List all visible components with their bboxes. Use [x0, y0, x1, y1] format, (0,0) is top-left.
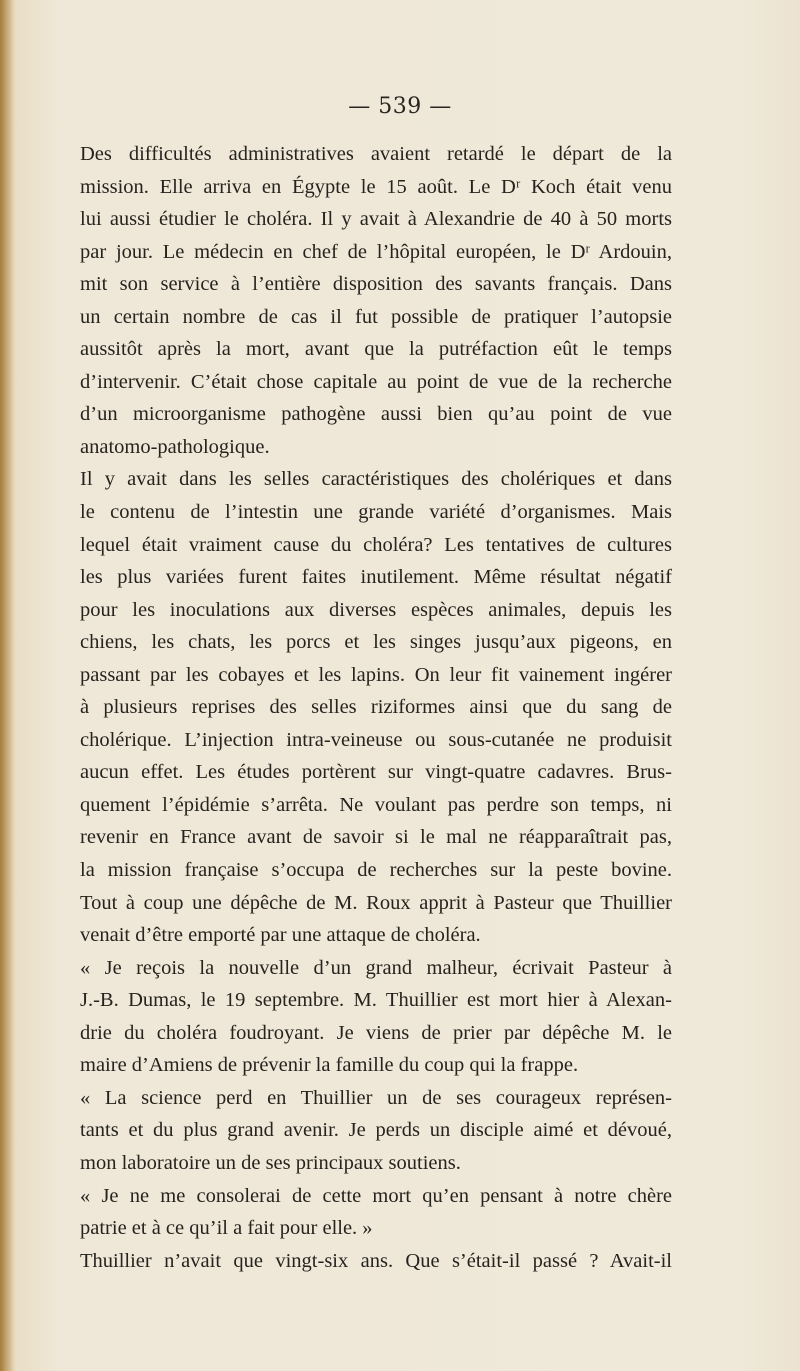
text-line: pour les inoculations aux diverses espèces animales, depuis les — [80, 598, 672, 621]
text-line: quement l’épidémie s’arrêta. Ne voulant pas perdre son temps, ni — [80, 793, 672, 816]
text-line: d’intervenir. C’était chose capitale au point de vue de la recherche — [80, 370, 672, 393]
text-line: anatomo-pathologique. — [80, 435, 270, 458]
text-line: par jour. Le médecin en chef de l’hôpital européen, le Dʳ Ardouin, — [80, 240, 672, 263]
text-line: mit son service à l’entière disposition des savants français. Dans — [80, 273, 672, 296]
text-line: lequel était vraiment cause du choléra? Les tentatives de cultures — [80, 533, 672, 556]
binding-shadow — [0, 0, 14, 1371]
text-line: un certain nombre de cas il fut possible de pratiquer l’autopsie — [80, 305, 672, 328]
text-line: « Je reçois la nouvelle d’un grand malheur, écrivait Pasteur à — [80, 956, 672, 979]
text-line: venait d’être emporté par une attaque de choléra. — [80, 924, 481, 947]
text-line: « La science perd en Thuillier un de ses courageux représen- — [80, 1086, 672, 1109]
text-line: « Je ne me consolerai de cette mort qu’en pensant à notre chère — [80, 1184, 672, 1207]
text-line: cholérique. L’injection intra-veineuse ou sous-cutanée ne produisit — [80, 728, 672, 751]
text-line: le contenu de l’intestin une grande variété d’organismes. Mais — [80, 501, 672, 524]
text-line: la mission française s’occupa de recherches sur la peste bovine. — [80, 859, 672, 882]
text-line: mission. Elle arriva en Égypte le 15 août. Le Dʳ Koch était venu — [80, 175, 672, 198]
page-number: — 539 — — [348, 94, 452, 119]
text-line: Des difficultés administratives avaient retardé le départ de la — [80, 143, 672, 165]
text-line: mon laboratoire un de ses principaux soutiens. — [80, 1151, 461, 1174]
text-line: lui aussi étudier le choléra. Il y avait à Alexandrie de 40 à 50 morts — [80, 208, 672, 231]
text-line: Tout à coup une dépêche de M. Roux apprit à Pasteur que Thuillier — [80, 891, 672, 914]
text-line: Thuillier n’avait que vingt-six ans. Que s’était-il passé ? Avait-il — [80, 1249, 672, 1272]
text-line: d’un microorganisme pathogène aussi bien qu’au point de vue — [80, 403, 672, 426]
text-line: chiens, les chats, les porcs et les singes jusqu’aux pigeons, en — [80, 631, 672, 654]
text-line: revenir en France avant de savoir si le mal ne réapparaîtrait pas, — [80, 826, 672, 849]
text-line: passant par les cobayes et les lapins. On leur fit vainement ingérer — [80, 663, 672, 686]
text-line: à plusieurs reprises des selles riziformes ainsi que du sang de — [80, 696, 672, 719]
text-line: patrie et à ce qu’il a fait pour elle. » — [80, 1217, 373, 1240]
text-line: maire d’Amiens de prévenir la famille du coup qui la frappe. — [80, 1054, 579, 1077]
text-line: tants et du plus grand avenir. Je perds un disciple aimé et dévoué, — [80, 1119, 672, 1142]
text-line: Il y avait dans les selles caractéristiques des cholériques et dans — [80, 468, 672, 491]
text-line: les plus variées furent faites inutilement. Même résultat négatif — [80, 566, 672, 589]
text-line: drie du choléra foudroyant. Je viens de prier par dépêche M. le — [80, 1021, 672, 1044]
text-line: aucun effet. Les études portèrent sur vingt-quatre cadavres. Brus- — [80, 761, 672, 784]
text-line: aussitôt après la mort, avant que la putréfaction eût le temps — [80, 338, 672, 361]
text-line: J.-B. Dumas, le 19 septembre. M. Thuillier est mort hier à Alexan- — [80, 989, 672, 1012]
body-text — [80, 138, 672, 1277]
